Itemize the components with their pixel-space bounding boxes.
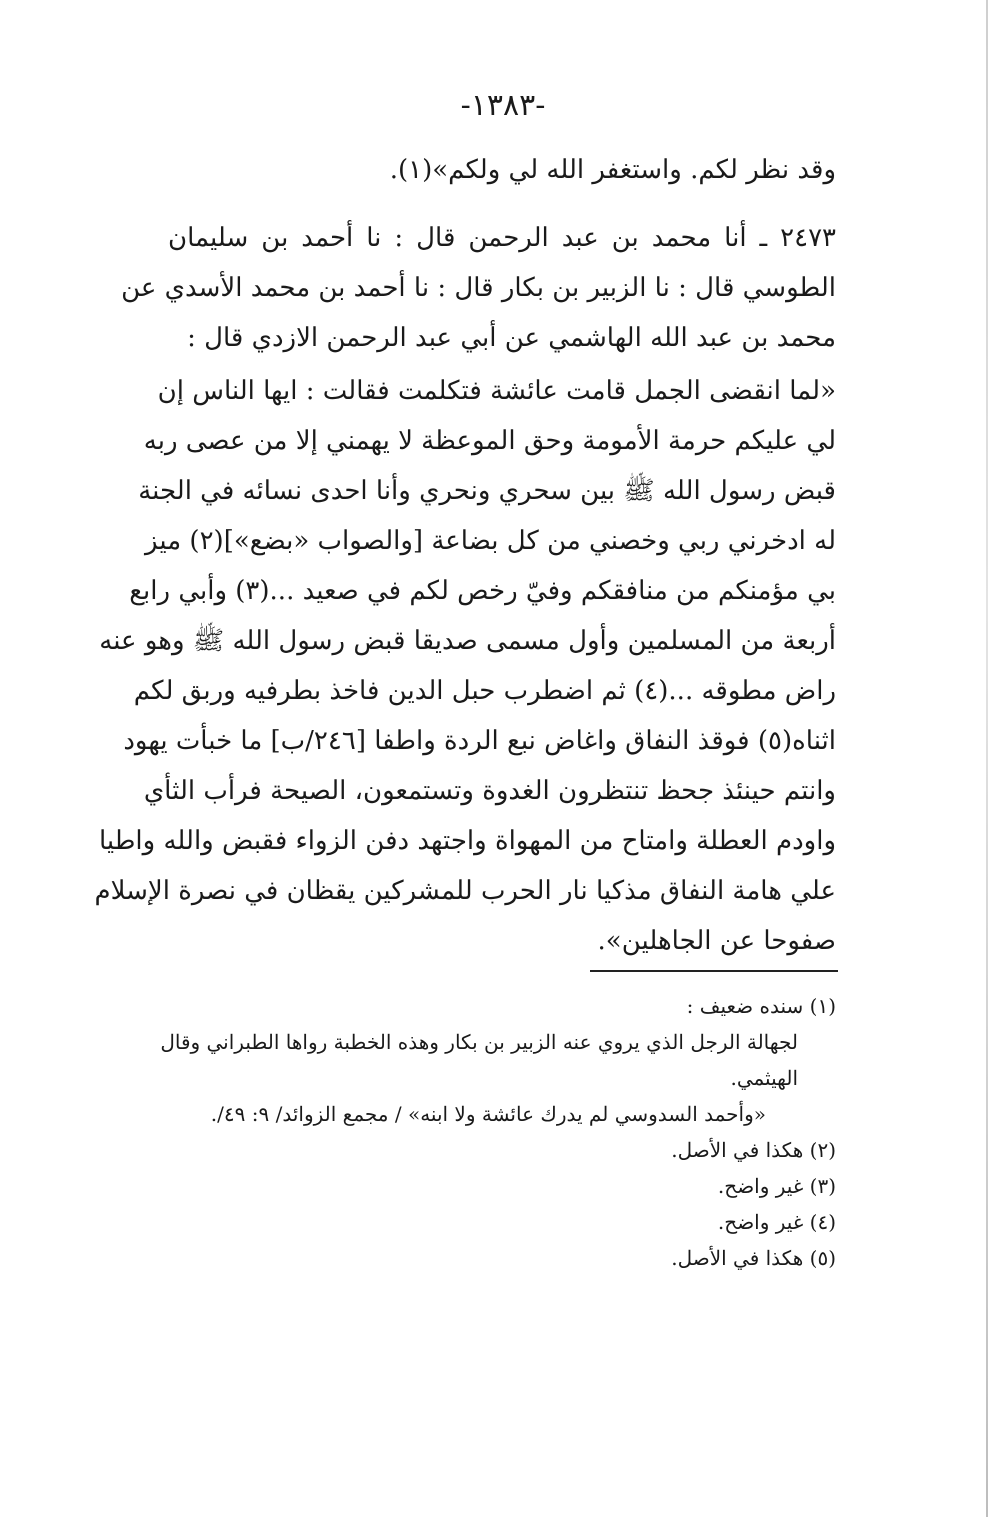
opening-line: وقد نظر لكم. واستغفر الله لي ولكم»(١). (389, 155, 836, 185)
isnad-line: ٢٤٧٣ ـ أنا محمد بن عبد الرحمن قال : نا أحمد بن سليمان (168, 223, 836, 253)
matn-line: «لما انقضى الجمل قامت عائشة فتكلمت فقالت : ايها الناس إن (157, 376, 836, 406)
matn-line: لي عليكم حرمة الأمومة وحق الموعظة لا يهمني إلا من عصى ربه (143, 426, 836, 456)
page-number: -١٣٨٣- (460, 88, 546, 123)
isnad-line: محمد بن عبد الله الهاشمي عن أبي عبد الرحمن الازدي قال : (187, 323, 836, 353)
matn-line: وانتم حينئذ جحظ تنتظرون الغدوة وتستمعون، الصيحة فرأب الثأي (143, 776, 836, 806)
matn-line: بي مؤمنكم من منافقكم وفيّ رخص لكم في صعيد ...(٣) وأبي رابع (129, 576, 836, 606)
footnote-1-text: لجهالة الرجل الذي يروي عنه الزبير بن بكار وهذه الخطبة رواها الطبراني وقال (160, 1030, 798, 1054)
matn-paragraph (94, 366, 836, 966)
footnote-1-text: الهيثمي. (730, 1066, 798, 1090)
matn-line: اثناه(٥) فوقذ النفاق واغاض نبع الردة واطفا [٢٤٦/ب] ما خبأت يهود (123, 726, 836, 756)
footnote-2: (٢) هكذا في الأصل. (671, 1138, 836, 1162)
matn-line: له ادخرني ربي وخصني من كل بضاعة [والصواب «بضع»](٢) ميز (145, 526, 836, 556)
matn-line: واودم العطلة وامتاح من المهواة واجتهد دفن الزواء فقبض والله واطيا (98, 826, 836, 856)
footnote-1-heading: (١) سنده ضعيف : (686, 994, 836, 1018)
opening-line-block (168, 145, 836, 195)
matn-line: أربعة من المسلمين وأول مسمى صديقا قبض رسول الله ﷺ وهو عنه (99, 626, 836, 656)
isnad-paragraph (121, 213, 836, 363)
footnote-1-quote: «وأحمد السدوسي لم يدرك عائشة ولا ابنه» / مجمع الزوائد/ ٩: ٤٩/. (210, 1102, 766, 1126)
footnote-divider (590, 970, 838, 972)
matn-line: صفوحا عن الجاهلين». (597, 926, 836, 956)
footnote-5: (٥) هكذا في الأصل. (671, 1246, 836, 1270)
matn-line: راض مطوقه ...(٤) ثم اضطرب حبل الدين فاخذ بطرفيه وربق لكم (133, 676, 836, 706)
scan-edge-line (986, 0, 988, 1517)
footnotes (160, 988, 836, 1276)
matn-line: علي هامة النفاق مذكيا نار الحرب للمشركين يقظان في نصرة الإسلام (94, 876, 836, 906)
isnad-line: الطوسي قال : نا الزبير بن بكار قال : نا أحمد بن محمد الأسدي عن (121, 273, 836, 303)
footnote-3: (٣) غير واضح. (717, 1174, 836, 1198)
footnote-4: (٤) غير واضح. (717, 1210, 836, 1234)
matn-line: قبض رسول الله ﷺ بين سحري ونحري وأنا احدى نسائه في الجنة (138, 476, 836, 506)
